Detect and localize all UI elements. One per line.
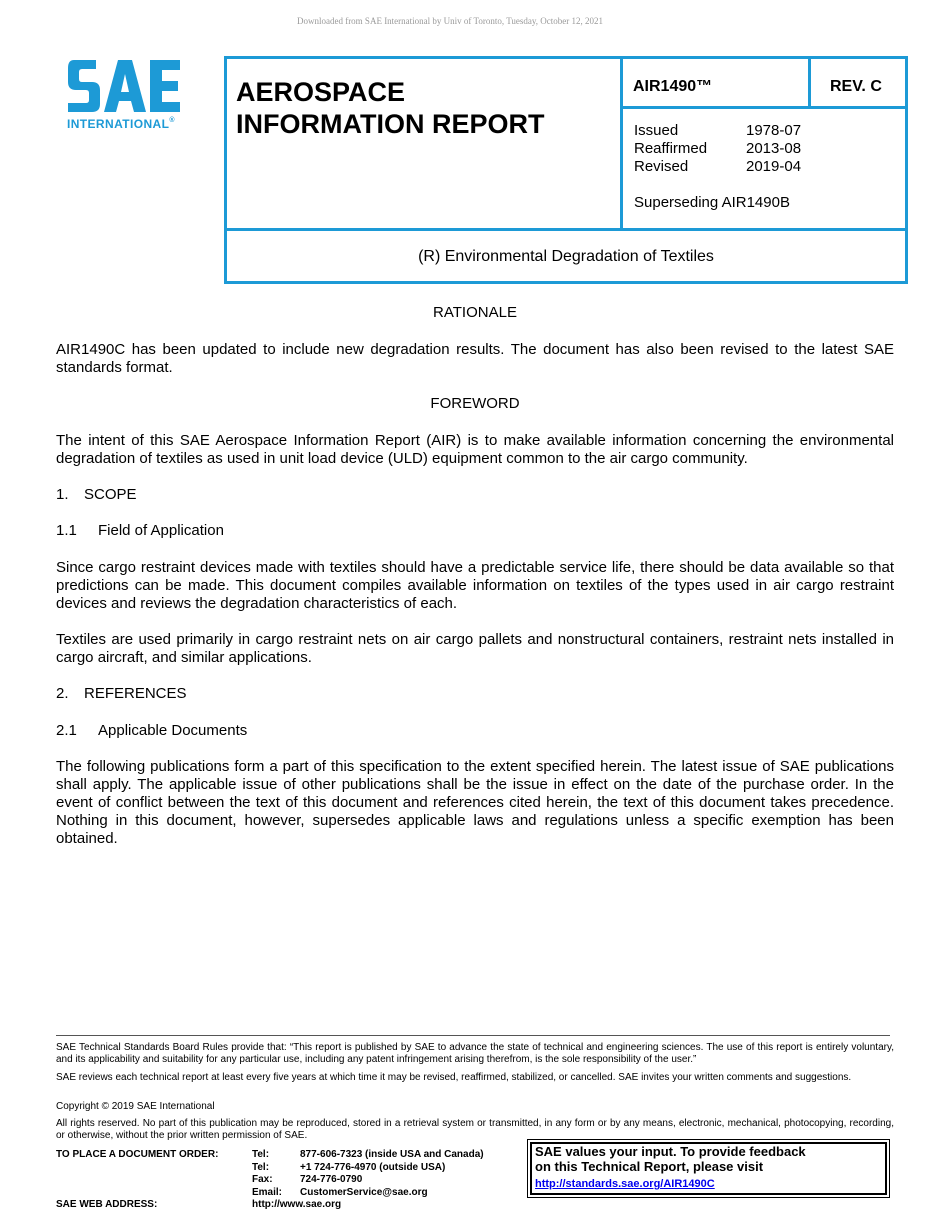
board-rules-text: SAE Technical Standards Board Rules provide that: “This report is published by SAE to advance the state of technical and engineering sciences. The use of this report is entirely voluntary, and its applicability and suitability for any particular use, including any patent infringement arising therefrom, is the sole responsibility of the user.” [56, 1042, 894, 1065]
section-2-heading: 2. REFERENCES [56, 685, 187, 702]
date-row-reaffirmed: Reaffirmed 2013-08 [634, 140, 802, 157]
rationale-heading: RATIONALE [433, 304, 517, 321]
feedback-text: SAE values your input. To provide feedback on this Technical Report, please visit [535, 1144, 806, 1174]
foreword-text: The intent of this SAE Aerospace Information Report (AIR) is to make available information concerning the environmental degradation of textiles as used in unit load device (ULD) equipment common to the air cargo community. [56, 432, 894, 467]
footer-divider [56, 1035, 890, 1036]
foreword-heading: FOREWORD [430, 395, 520, 412]
section-1-heading: 1. SCOPE [56, 486, 137, 503]
review-text: SAE reviews each technical report at least every five years at which time it may be revised, reaffirmed, stabilized, or cancelled. SAE invites your written comments and suggestions. [56, 1072, 852, 1083]
sae-logo-mark [68, 60, 180, 112]
section-1-1-heading: 1.1 Field of Application [56, 522, 224, 539]
web-address-link[interactable]: http://www.sae.org [252, 1199, 342, 1210]
contact-tel-international[interactable]: +1 724-776-4970 (outside USA) [300, 1161, 446, 1173]
date-table [634, 122, 801, 176]
section-2-1-heading: 2.1 Applicable Documents [56, 722, 248, 739]
feedback-box [527, 1139, 890, 1198]
document-type-title: AEROSPACE INFORMATION REPORT [236, 77, 545, 139]
superseding-note: Superseding AIR1490B [634, 194, 790, 211]
web-address [56, 1199, 341, 1210]
date-row-revised: Revised 2019-04 [634, 158, 802, 175]
contact-email-link[interactable]: CustomerService@sae.org [300, 1186, 428, 1198]
download-note: Downloaded from SAE International by Univ of Toronto, Tuesday, October 12, 2021 [296, 16, 604, 26]
revision-label: REV. C [830, 78, 882, 95]
web-label: SAE WEB ADDRESS: [56, 1199, 158, 1210]
document-number: AIR1490™ [633, 78, 713, 95]
date-row-issued: Issued 1978-07 [634, 122, 802, 139]
section-2-1-paragraph: The following publications form a part of this specification to the extent specified herein. The latest issue of SAE publications shall apply. The applicable issue of other publications shall be the issue in effect on the date of the purchase order. In the event of conflict between the text of this document and references cited herein, the text of this document takes precedence. Nothing in this document, however, supersedes applicable laws and regulations unless a specific exemption has been obtained. [56, 758, 894, 847]
feedback-link[interactable]: http://standards.sae.org/AIR1490C [535, 1178, 715, 1190]
document-subtitle: (R) Environmental Degradation of Textiles [418, 248, 714, 265]
contact-fax: 724-776-0790 [300, 1174, 363, 1185]
section-1-1-paragraph-2: Textiles are used primarily in cargo restraint nets on air cargo pallets and nonstructural containers, restraint nets installed in cargo aircraft, and similar applications. [56, 631, 894, 666]
copyright-text: Copyright © 2019 SAE International [56, 1101, 215, 1112]
order-contacts: TO PLACE A DOCUMENT ORDER: Tel: 877-606-7323 (inside USA and Canada) Tel: +1 724-776-4970 (outside USA) Fax: 724-776-0790 Email: CustomerService@sae.org [56, 1149, 484, 1198]
order-label: TO PLACE A DOCUMENT ORDER: [56, 1149, 219, 1160]
rationale-text: AIR1490C has been updated to include new degradation results. The document has also been revised to the latest SAE standards format. [56, 341, 894, 376]
section-1-1-paragraph-1: Since cargo restraint devices made with textiles should have a predictable service life, there should be data available so that predictions can be made. This document compiles available information on textiles of the types used in air cargo restraint devices and reviews the degradation characteristics of each. [56, 559, 894, 612]
contact-tel-domestic[interactable]: 877-606-7323 (inside USA and Canada) [300, 1149, 484, 1160]
logo-subtitle: INTERNATIONAL® [67, 117, 175, 131]
rights-text: All rights reserved. No part of this publication may be reproduced, stored in a retrieval system or transmitted, in any form or by any means, electronic, mechanical, photocopying, recording, or otherwise, without the prior written permission of SAE. [56, 1118, 894, 1141]
